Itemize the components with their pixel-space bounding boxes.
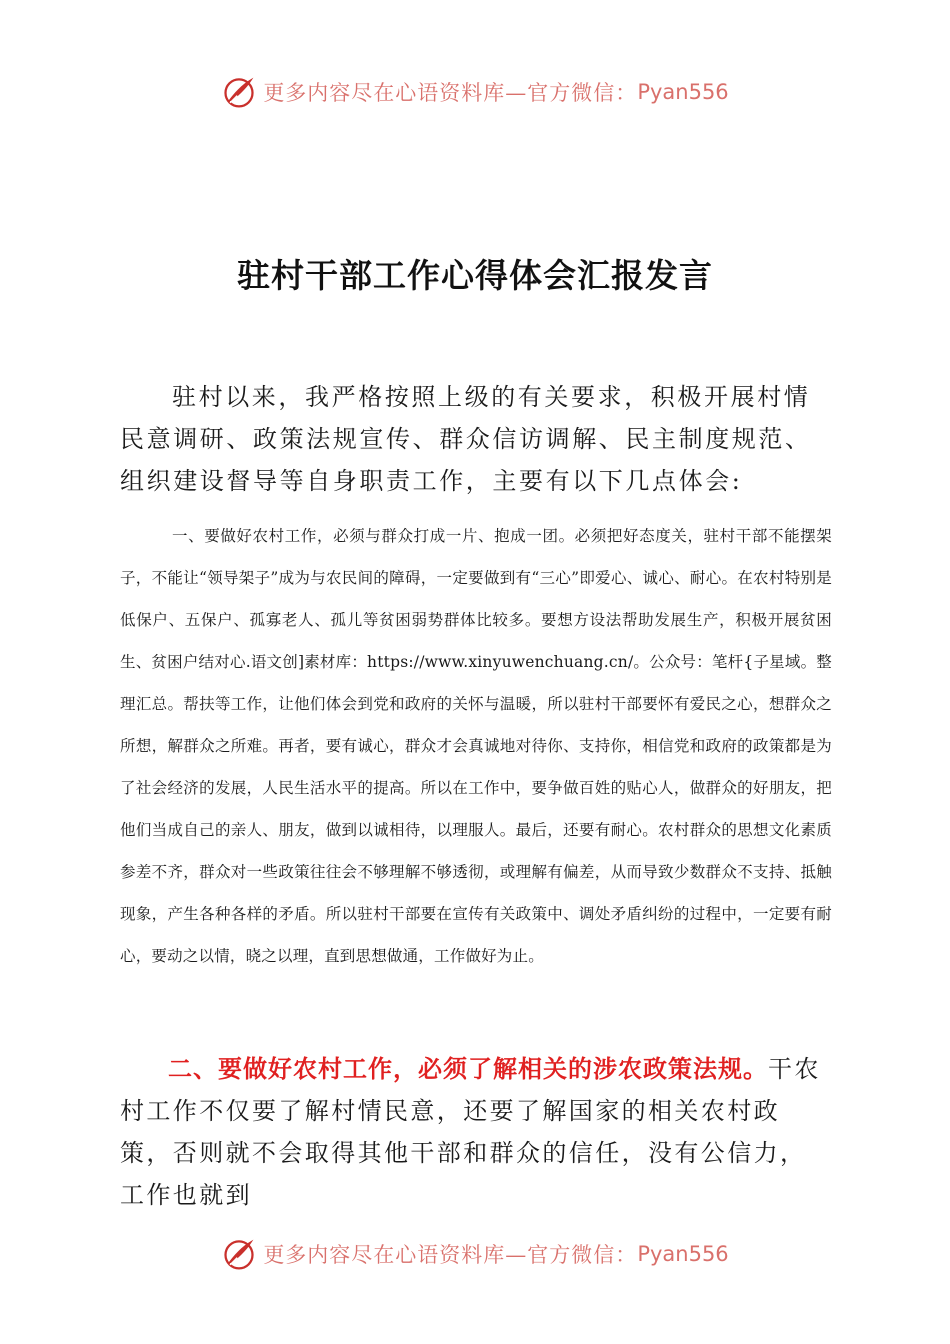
document-title: 驻村干部工作心得体会汇报发言 — [237, 256, 713, 295]
header-wechat-id: Pyan556 — [637, 80, 729, 104]
section-1-paragraph: 一、要做好农村工作，必须与群众打成一片、抱成一团。必须把好态度关，驻村干部不能摆架子，不能让“领导架子”成为与农民间的障碍，一定要做到有“三心”即爱心、诚心、耐心。在农村特别是低保户、五保户、孤寡老人、孤儿等贫困弱势群体比较多。要想方设法帮助发展生产，积极开展贫困生、贫困户结对心.语文创]素材库：https://www.xinyuwenchuang.cn/。公众号：笔杆{子星域。整理汇总。帮扶等工作，让他们体会到党和政府的关怀与温暖，所以驻村干部要怀有爱民之心，想群众之所想，解群众之所难。再者，要有诚心，群众才会真诚地对待你、支持你，相信党和政府的政策都是为了社会经济的发展，人民生活水平的提高。所以在工作中，要争做百姓的贴心人，做群众的好朋友，把他们当成自己的亲人、朋友，做到以诚相待，以理服人。最后，还要有耐心。农村群众的思想文化素质参差不齐，群众对一些政策往往会不够理解不够透彻，或理解有偏差，从而导致少数群众不支持、抵触现象，产生各种各样的矛盾。所以驻村干部要在宣传有关政策中、调处矛盾纠纷的过程中，一定要有耐心，要动之以情，晓之以理，直到思想做通，工作做好为止。 — [120, 527, 832, 965]
quill-logo-icon — [221, 74, 257, 110]
section-2-paragraph — [120, 1048, 832, 1216]
header-banner-text: 更多内容尽在心语资料库—官方微信： — [263, 81, 638, 105]
footer-banner-text: 更多内容尽在心语资料库—官方微信： — [263, 1243, 638, 1267]
section-2-heading: 二、要做好农村工作，必须了解相关的涉农政策法规。 — [168, 1055, 768, 1083]
footer-banner — [0, 1232, 950, 1276]
section-2-body: 干农村工作不仅要了解村情民意，还要了解国家的相关农村政策，否则就不会取得其他干部和群众的信任，没有公信力，工作也就到 — [120, 1055, 821, 1209]
footer-wechat-id: Pyan556 — [637, 1242, 729, 1266]
quill-logo-icon — [221, 1236, 257, 1272]
intro-paragraph: 驻村以来，我严格按照上级的有关要求，积极开展村情民意调研、政策法规宣传、群众信访调解、民主制度规范、组织建设督导等自身职责工作，主要有以下几点体会: — [120, 383, 812, 495]
header-banner — [0, 70, 950, 114]
